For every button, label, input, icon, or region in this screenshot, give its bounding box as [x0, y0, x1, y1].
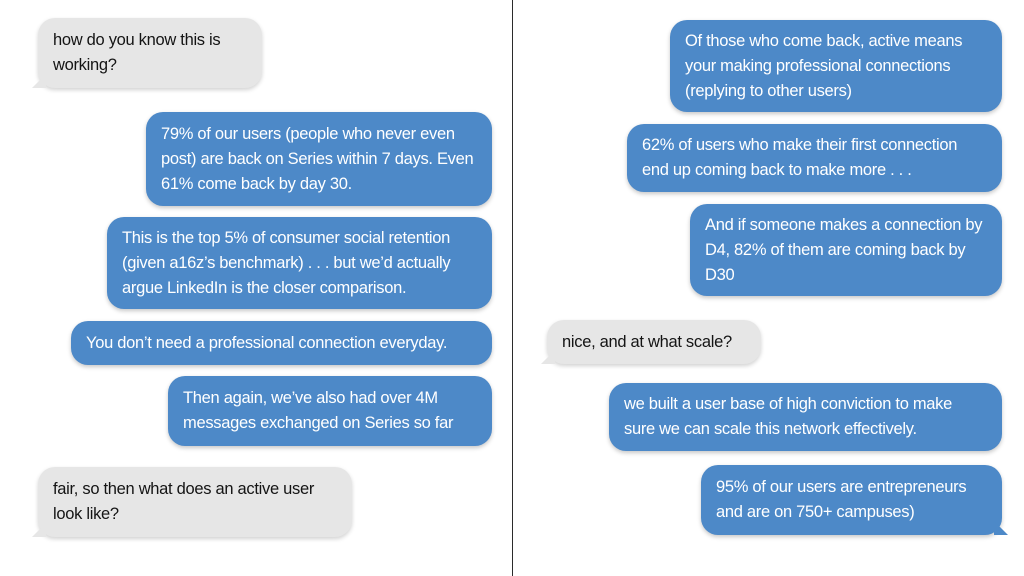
sent-message-bubble: [690, 204, 1002, 296]
received-message-bubble: [38, 18, 262, 88]
message-text: 79% of our users (people who never even post) are back on Series within 7 days. Even 61% come back by day 30.: [161, 124, 474, 193]
message-text: 62% of users who make their first connection end up coming back to make more . . .: [642, 136, 958, 179]
message-text: we built a user base of high conviction to make sure we can scale this network effectively.: [624, 395, 953, 438]
message-text: Then again, we’ve also had over 4M messages exchanged on Series so far: [183, 389, 454, 432]
message-text: This is the top 5% of consumer social retention (given a16z’s benchmark) . . . but we’d actually argue LinkedIn is the closer comparison.: [122, 228, 451, 297]
sent-message-bubble: [71, 321, 492, 365]
message-text: fair, so then what does an active user look like?: [53, 480, 315, 523]
sent-message-bubble: [627, 124, 1002, 192]
sent-message-bubble: [107, 217, 492, 309]
sent-message-bubble: [701, 465, 1002, 535]
received-message-bubble: [547, 320, 761, 364]
sent-message-bubble: [670, 20, 1002, 112]
message-text: And if someone makes a connection by D4, 82% of them are coming back by D30: [705, 215, 983, 284]
bubble-tail: [541, 350, 555, 364]
bubble-tail: [32, 523, 46, 537]
sent-message-bubble: [609, 383, 1002, 451]
sent-message-bubble: [146, 112, 492, 206]
message-text: 95% of our users are entrepreneurs and are on 750+ campuses): [716, 478, 967, 521]
divider: [512, 0, 513, 576]
sent-message-bubble: [168, 376, 492, 446]
message-text: how do you know this is working?: [53, 31, 221, 74]
bubble-tail: [994, 521, 1008, 535]
bubble-tail: [32, 74, 46, 88]
message-text: nice, and at what scale?: [562, 332, 732, 351]
received-message-bubble: [38, 467, 352, 537]
message-text: You don’t need a professional connection everyday.: [86, 333, 448, 352]
message-text: Of those who come back, active means your making professional connections (replying to other users): [685, 31, 963, 100]
